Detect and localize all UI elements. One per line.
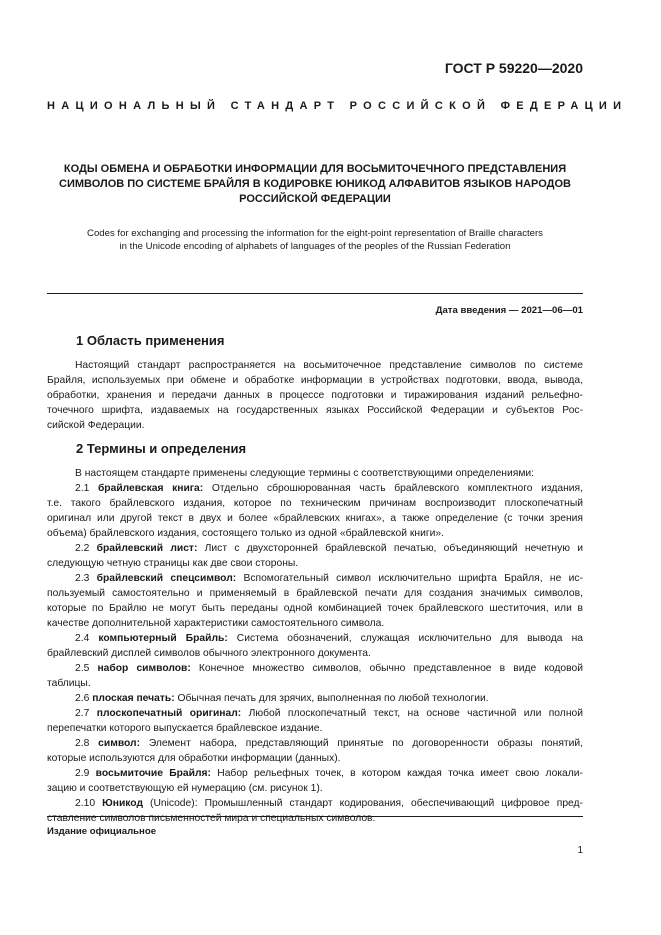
term-name: компьютерный Брайль: [98, 633, 228, 644]
section-2-heading: 2 Термины и определения [76, 441, 247, 456]
text-line: объема) брайлевского издания, состоящего только из одной «брайлевской книги». [47, 528, 444, 539]
term-definition: Конечное множество символов, обычно представленное в виде кодовой [190, 663, 583, 674]
text-line: сийской Федерации. [47, 420, 145, 431]
term-definition: Отдельно сброшюрованная часть брайлевского комплектного издания, [203, 483, 583, 494]
term-number: 2.2 [75, 543, 90, 554]
text-line: обработки, хранения и передачи данных в процессе подготовки и тиражирования изданий рельефно- [47, 390, 583, 401]
text-line: ставление символов письменностей мира и специальных символов. [47, 813, 376, 824]
official-edition-note: Издание официальное [47, 826, 157, 837]
term-2-5 [47, 661, 583, 676]
term-number: 2.6 [75, 693, 90, 704]
term-2-7 [47, 706, 583, 721]
text-line: таблицы. [47, 678, 91, 689]
term-name: брайлевский спецсимвол: [96, 573, 237, 584]
term-number: 2.7 [75, 708, 90, 719]
term-name: символ: [98, 738, 141, 749]
section-1-paragraph [47, 358, 583, 433]
term-name: Юникод [102, 798, 143, 809]
section-2-intro: В настоящем стандарте применены следующие термины с соответствующими определениями: [75, 468, 535, 479]
term-2-6 [47, 691, 583, 706]
term-2-1 [47, 481, 583, 496]
term-number: 2.4 [75, 633, 90, 644]
term-2-9 [47, 766, 583, 781]
term-name: плоскопечатный оригинал: [96, 708, 242, 719]
introduction-date: Дата введения — 2021—06—01 [435, 305, 583, 316]
footer-divider [47, 816, 583, 817]
term-number: 2.3 [75, 573, 90, 584]
term-number: 2.8 [75, 738, 90, 749]
title-en-line: in the Unicode encoding of alphabets of languages of the peoples of the Russian Federation [119, 241, 511, 252]
title-line: СИМВОЛОВ ПО СИСТЕМЕ БРАЙЛЯ В КОДИРОВКЕ ЮНИКОД АЛФАВИТОВ ЯЗЫКОВ НАРОДОВ [59, 178, 571, 190]
term-definition: Набор рельефных точек, в котором каждая точка имеет свою локали- [210, 768, 583, 779]
term-number: 2.5 [75, 663, 90, 674]
standard-number: ГОСТ Р 59220—2020 [444, 60, 583, 76]
text-line: точечного шрифта, издаваемых на государственных языках Российской Федерации и субъектов Рос- [47, 405, 583, 416]
term-number: 2.1 [75, 483, 90, 494]
term-number: 2.9 [75, 768, 90, 779]
term-definition: Вспомогательный символ исключительно шрифта Брайля, не ис- [236, 573, 583, 584]
text-line: оригинал или другой текст в двух и более «брайлевских книгах», а также определение (с точки зрения [47, 513, 583, 524]
term-2-3 [47, 571, 583, 586]
national-standard-banner: НАЦИОНАЛЬНЫЙ СТАНДАРТ РОССИЙСКОЙ ФЕДЕРАЦИИ [47, 100, 628, 112]
term-name: брайлевский лист: [96, 543, 198, 554]
title-en-line: Codes for exchanging and processing the information for the eight-point representation of Braille characters [87, 228, 543, 239]
term-2-2 [47, 541, 583, 556]
term-name: восьмиточие Брайля: [95, 768, 211, 779]
text-line: Настоящий стандарт распространяется на восьмиточечное представление символов по системе [75, 360, 583, 371]
header-divider [47, 293, 583, 294]
text-line: зацию и соответствующую ей нумерацию (см. рисунок 1). [47, 783, 323, 794]
term-definition: (Unicode): Промышленный стандарт кодирования, обеспечивающий цифровое пред- [143, 798, 583, 809]
term-name: брайлевская книга: [97, 483, 204, 494]
term-definition: Обычная печать для зрячих, выполненная по любой технологии. [174, 693, 489, 704]
term-2-4 [47, 631, 583, 646]
text-line: следующую четную страницы как две свои стороны. [47, 558, 299, 569]
text-line: т.е. такого брайлевского издания, которое по техническим причинам воспроизводит плоскопечатный [47, 498, 583, 509]
term-2-10 [47, 796, 583, 811]
text-line: перепечатки которого выпускается брайлевское издание. [47, 723, 323, 734]
title-line: КОДЫ ОБМЕНА И ОБРАБОТКИ ИНФОРМАЦИИ ДЛЯ ВОСЬМИТОЧЕЧНОГО ПРЕДСТАВЛЕНИЯ [63, 163, 567, 175]
term-definition: Система обозначений, служащая исключительно для вывода на [227, 633, 583, 644]
document-title-ru [47, 162, 583, 207]
title-line: РОССИЙСКОЙ ФЕДЕРАЦИИ [239, 193, 391, 205]
text-line: качестве дополнительной характеристики самостоятельного символа. [47, 618, 385, 629]
text-line: Брайля, используемых при обмене и обработке информации в устройствах подготовки, ввода, вывода, [47, 375, 583, 386]
term-definition: Любой плоскопечатный текст, на основе частичной или полной [241, 708, 583, 719]
term-number: 2.10 [75, 798, 96, 809]
page-number: 1 [577, 845, 583, 856]
text-line: брайлевский дисплей символов обычного электронного документа. [47, 648, 371, 659]
term-name: набор символов: [97, 663, 191, 674]
text-line: пользуемый самостоятельно и применяемый в брайлевской печати для создания значимых символов, [47, 588, 583, 599]
term-name: плоская печать: [92, 693, 175, 704]
section-1-heading: 1 Область применения [76, 333, 225, 348]
text-line: которые используются для обработки информации (данных). [47, 753, 341, 764]
term-definition: Элемент набора, представляющий принятые по договоренности образы понятий, [140, 738, 583, 749]
text-line: которые по Брайлю не могут быть переданы одной комбинацией точек брайлевского шеститочия, или в [47, 603, 583, 614]
term-2-8 [47, 736, 583, 751]
document-title-en [47, 227, 583, 253]
term-definition: Лист с двухсторонней брайлевской печатью, объединяющий нечетную и [197, 543, 583, 554]
section-2-body [47, 466, 583, 826]
